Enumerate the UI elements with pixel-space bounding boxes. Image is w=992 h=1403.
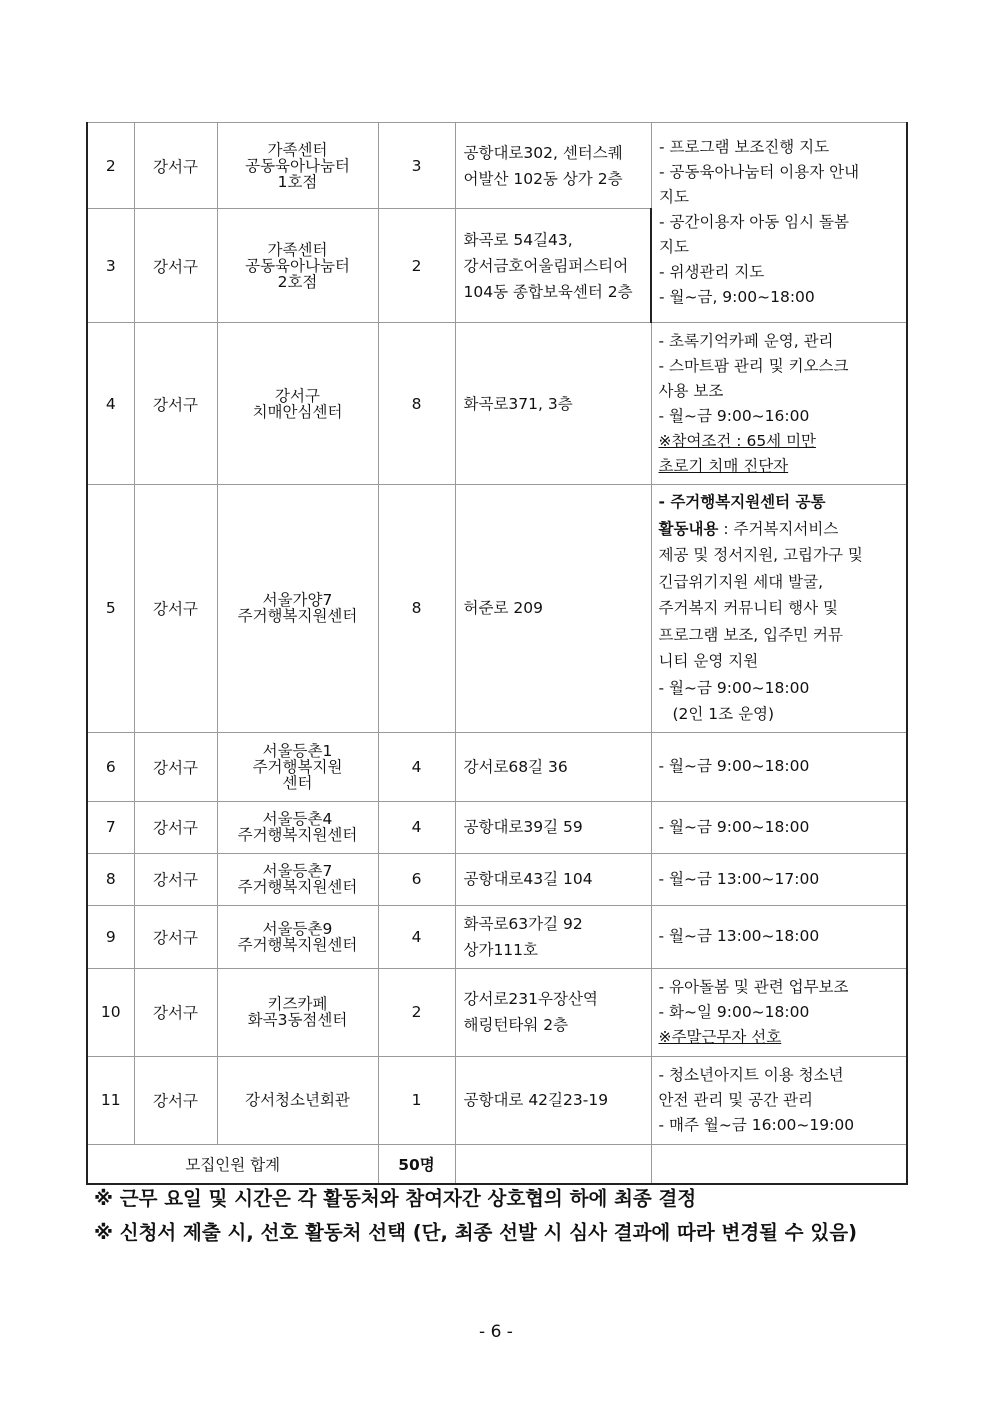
district-cell: 강서구 <box>134 968 217 1056</box>
recruit-count: 8 <box>378 323 455 485</box>
center-name: 서울등촌1 주거행복지원 센터 <box>217 732 378 801</box>
recruit-count: 2 <box>378 968 455 1056</box>
participation-condition: ※참여조건 : 65세 미만 <box>658 431 817 450</box>
district-cell: 강서구 <box>134 801 217 853</box>
participation-condition-detail: 초로기 치매 진단자 <box>658 456 789 475</box>
activity-cell: - 초록기억카페 운영, 관리 - 스마트팜 관리 및 키오스크 사용 보조 - 월~금 9:00~16:00 ※참여조건 : 65세 미만 초로기 치매 진단자 <box>651 323 907 485</box>
center-name: 서울등촌7 주거행복지원센터 <box>217 853 378 905</box>
row-number: 11 <box>87 1056 134 1144</box>
empty-cell <box>455 1144 651 1184</box>
row-number: 4 <box>87 323 134 485</box>
address-cell: 강서로68길 36 <box>455 732 651 801</box>
preference-note: ※주말근무자 선호 <box>658 1027 782 1046</box>
row-number: 5 <box>87 485 134 733</box>
center-name: 가족센터 공동육아나눔터 1호점 <box>217 123 378 209</box>
row-number: 10 <box>87 968 134 1056</box>
address-cell: 화곡로63가길 92 상가111호 <box>455 905 651 968</box>
district-cell: 강서구 <box>134 485 217 733</box>
row-number: 8 <box>87 853 134 905</box>
activity-cell: - 월~금 13:00~17:00 <box>651 853 907 905</box>
note-schedule: ※ 근무 요일 및 시간은 각 활동처와 참여자간 상호협의 하에 최종 결정 <box>94 1187 697 1210</box>
center-name: 서울등촌9 주거행복지원센터 <box>217 905 378 968</box>
total-value: 50명 <box>378 1144 455 1184</box>
address-cell: 공항대로39길 59 <box>455 801 651 853</box>
row-number: 7 <box>87 801 134 853</box>
address-cell: 공항대로 42길23-19 <box>455 1056 651 1144</box>
address-cell: 공항대로43길 104 <box>455 853 651 905</box>
page-number: - 6 - <box>479 1322 513 1342</box>
district-cell: 강서구 <box>134 209 217 323</box>
address-cell: 화곡로 54길43, 강서금호어울림퍼스티어 104동 종합보육센터 2층 <box>455 209 651 323</box>
table-row <box>87 485 907 733</box>
row-number: 6 <box>87 732 134 801</box>
total-label: 모집인원 합계 <box>87 1144 378 1184</box>
activity-cell: - 월~금 9:00~18:00 <box>651 801 907 853</box>
district-cell: 강서구 <box>134 732 217 801</box>
recruit-count: 4 <box>378 801 455 853</box>
address-cell: 공항대로302, 센터스퀘 어발산 102동 상가 2층 <box>455 123 651 209</box>
note-application: ※ 신청서 제출 시, 선호 활동처 선택 (단, 최종 선발 시 심사 결과에 따라 변경될 수 있음) <box>94 1221 858 1244</box>
address-cell: 허준로 209 <box>455 485 651 733</box>
center-name: 가족센터 공동육아나눔터 2호점 <box>217 209 378 323</box>
address-cell: 화곡로371, 3층 <box>455 323 651 485</box>
recruit-count: 8 <box>378 485 455 733</box>
table-row <box>87 1056 907 1144</box>
district-cell: 강서구 <box>134 123 217 209</box>
district-cell: 강서구 <box>134 853 217 905</box>
table-row <box>87 732 907 801</box>
table-row <box>87 801 907 853</box>
center-name: 강서구 치매안심센터 <box>217 323 378 485</box>
activity-cell: - 월~금 9:00~18:00 <box>651 732 907 801</box>
row-number: 3 <box>87 209 134 323</box>
table-row <box>87 323 907 485</box>
center-name: 키즈카페 화곡3동점센터 <box>217 968 378 1056</box>
recruit-count: 1 <box>378 1056 455 1144</box>
notes <box>94 1182 857 1250</box>
activity-cell: - 프로그램 보조진행 지도 - 공동육아나눔터 이용자 안내 지도 - 공간이용자 아동 임시 돌봄 지도 - 위생관리 지도 - 월~금, 9:00~18:00 <box>651 123 907 323</box>
total-row <box>87 1144 907 1184</box>
activity-cell: - 월~금 13:00~18:00 <box>651 905 907 968</box>
activity-cell: - 주거행복지원센터 공통 활동내용 : 주거복지서비스 제공 및 정서지원, 고립가구 및 긴급위기지원 세대 발굴, 주거복지 커뮤니티 행사 및 프로그램 보조, 입주민 커뮤 니티 운영 지원 - 월~금 9:00~18:00 (2인 1조 운영) <box>651 485 907 733</box>
recruit-count: 3 <box>378 123 455 209</box>
district-cell: 강서구 <box>134 905 217 968</box>
recruit-count: 4 <box>378 905 455 968</box>
row-number: 9 <box>87 905 134 968</box>
table-row <box>87 905 907 968</box>
row-number: 2 <box>87 123 134 209</box>
center-name: 강서청소년회관 <box>217 1056 378 1144</box>
center-name: 서울가양7 주거행복지원센터 <box>217 485 378 733</box>
table-row <box>87 123 907 209</box>
recruitment-table <box>86 122 908 1185</box>
activity-cell: - 유아돌봄 및 관련 업무보조 - 화~일 9:00~18:00 ※주말근무자 선호 <box>651 968 907 1056</box>
empty-cell <box>651 1144 907 1184</box>
recruit-count: 2 <box>378 209 455 323</box>
activity-cell: - 청소년아지트 이용 청소년 안전 관리 및 공간 관리 - 매주 월~금 16:00~19:00 <box>651 1056 907 1144</box>
table-row <box>87 853 907 905</box>
recruit-count: 6 <box>378 853 455 905</box>
district-cell: 강서구 <box>134 1056 217 1144</box>
recruit-count: 4 <box>378 732 455 801</box>
address-cell: 강서로231우장산역 해링턴타워 2층 <box>455 968 651 1056</box>
center-name: 서울등촌4 주거행복지원센터 <box>217 801 378 853</box>
district-cell: 강서구 <box>134 323 217 485</box>
table-row <box>87 968 907 1056</box>
